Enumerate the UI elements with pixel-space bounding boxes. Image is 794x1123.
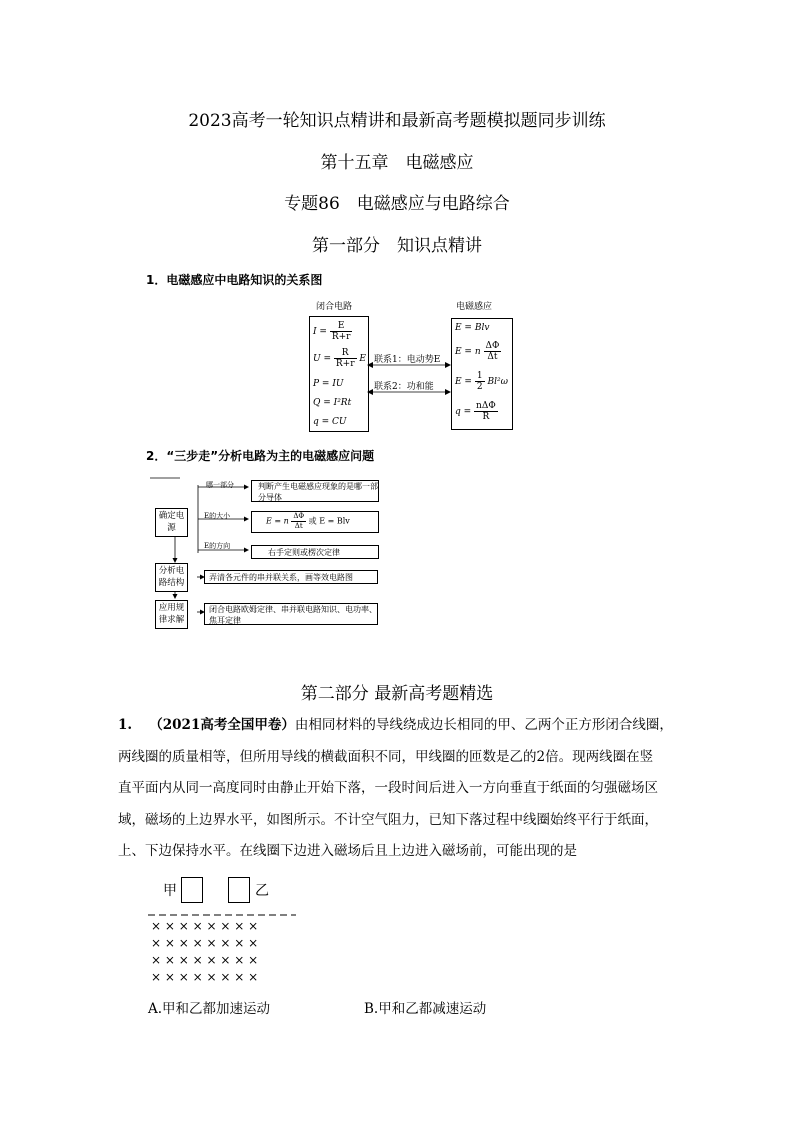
step2-detail-box: 弄清各元件的串并联关系，画等效电路图 xyxy=(204,570,378,584)
main-title: 2023高考一轮知识点精讲和最新高考题模拟题同步训练 xyxy=(188,111,606,131)
question1-text: 1. （2021高考全国甲卷）由相同材料的导线绕成边长相同的甲、乙两个正方形闭合线圈， 两线圈的质量相等，但所用导线的横截面积不同，甲线圈的匝数是乙的2倍。现两线圈在竖 直平面内从同一高度同时由静止开始下落，一段时间后进入一方向垂直于纸面的匀强磁场区 域，磁场的上边界水平，如图所示。不计空气阻力，已知下落过程中线圈始终平行于纸面， 上、下边保持水平。在线圈下边进入磁场后且上边进入磁场前，可能出现的是 xyxy=(118,717,673,859)
step3-detail-box: 闭合电路欧姆定律、串并联电路知识、电功率、焦耳定律 xyxy=(204,603,378,625)
step-analyze-circuit: 分析电路结构 xyxy=(155,563,188,592)
branch3-label: E的方向 xyxy=(204,542,231,550)
step-determine-source: 确定电源 xyxy=(155,508,188,537)
coil-jia-label: 甲 xyxy=(163,883,177,899)
formula-faraday: E = n $\frac{\Delta\Phi}{\Delta t}$ xyxy=(455,341,500,362)
field-row: × × × × × × × × xyxy=(151,970,259,984)
formula-motional-emf: E = Blv xyxy=(455,323,490,333)
branch1-box: 判断产生电磁感应现象的是哪一部分导体 xyxy=(251,480,379,502)
formula-current: I = $\frac{E}{R+r}$ xyxy=(313,321,351,342)
formula-heat: Q = I²Rt xyxy=(313,398,352,408)
part1-title: 第一部分 知识点精讲 xyxy=(312,236,482,256)
section1-heading: 1．电磁感应中电路知识的关系图 xyxy=(146,273,323,287)
option-b: B.甲和乙都减速运动 xyxy=(364,1001,487,1017)
coil-yi xyxy=(228,877,250,903)
question1-number: 1. xyxy=(118,717,133,733)
formula-rotating-emf: E = $\frac{1}{2}$ Bl²ω xyxy=(455,371,508,392)
em-induction-box xyxy=(451,318,513,430)
field-row: × × × × × × × × xyxy=(151,936,259,950)
formula-power: P = IU xyxy=(313,379,344,389)
coil-yi-label: 乙 xyxy=(255,883,269,899)
branch3-box: 右手定则或楞次定律 xyxy=(251,545,379,559)
part2-title: 第二部分 最新高考题精选 xyxy=(300,684,494,704)
em-induction-title: 电磁感应 xyxy=(456,302,493,312)
question1-source: （2021高考全国甲卷） xyxy=(149,717,295,733)
step-apply-laws: 应用规律求解 xyxy=(155,600,188,629)
field-row: × × × × × × × × xyxy=(151,919,259,933)
topic-title: 专题86 电磁感应与电路综合 xyxy=(284,194,510,214)
branch1-label: 哪一部分 xyxy=(206,481,234,489)
formula-charge-flux: q = $\frac{\text{nΔΦ}}{R}$ xyxy=(455,401,496,422)
link1-label: 联系1：电动势E xyxy=(374,355,441,365)
formula-charge: q = CU xyxy=(313,417,347,427)
coil-jia xyxy=(181,877,203,903)
section2-heading: 2．“三步走”分析电路为主的电磁感应问题 xyxy=(146,449,375,463)
field-boundary xyxy=(148,913,298,917)
branch2-label: E的大小 xyxy=(204,512,231,520)
closed-circuit-title: 闭合电路 xyxy=(316,302,353,312)
link2-label: 联系2：功和能 xyxy=(374,382,434,392)
formula-voltage: U = $\frac{R}{R+r}$ E xyxy=(313,348,366,369)
closed-circuit-box xyxy=(309,316,369,432)
magnetic-field-region xyxy=(151,918,258,986)
branch2-box: E = n $\frac{\Delta\Phi}{\Delta t}$ 或 E = Blv xyxy=(251,511,379,533)
option-a: A.甲和乙都加速运动 xyxy=(148,1001,271,1017)
chapter-title: 第十五章 电磁感应 xyxy=(320,153,474,173)
field-row: × × × × × × × × xyxy=(151,953,259,967)
